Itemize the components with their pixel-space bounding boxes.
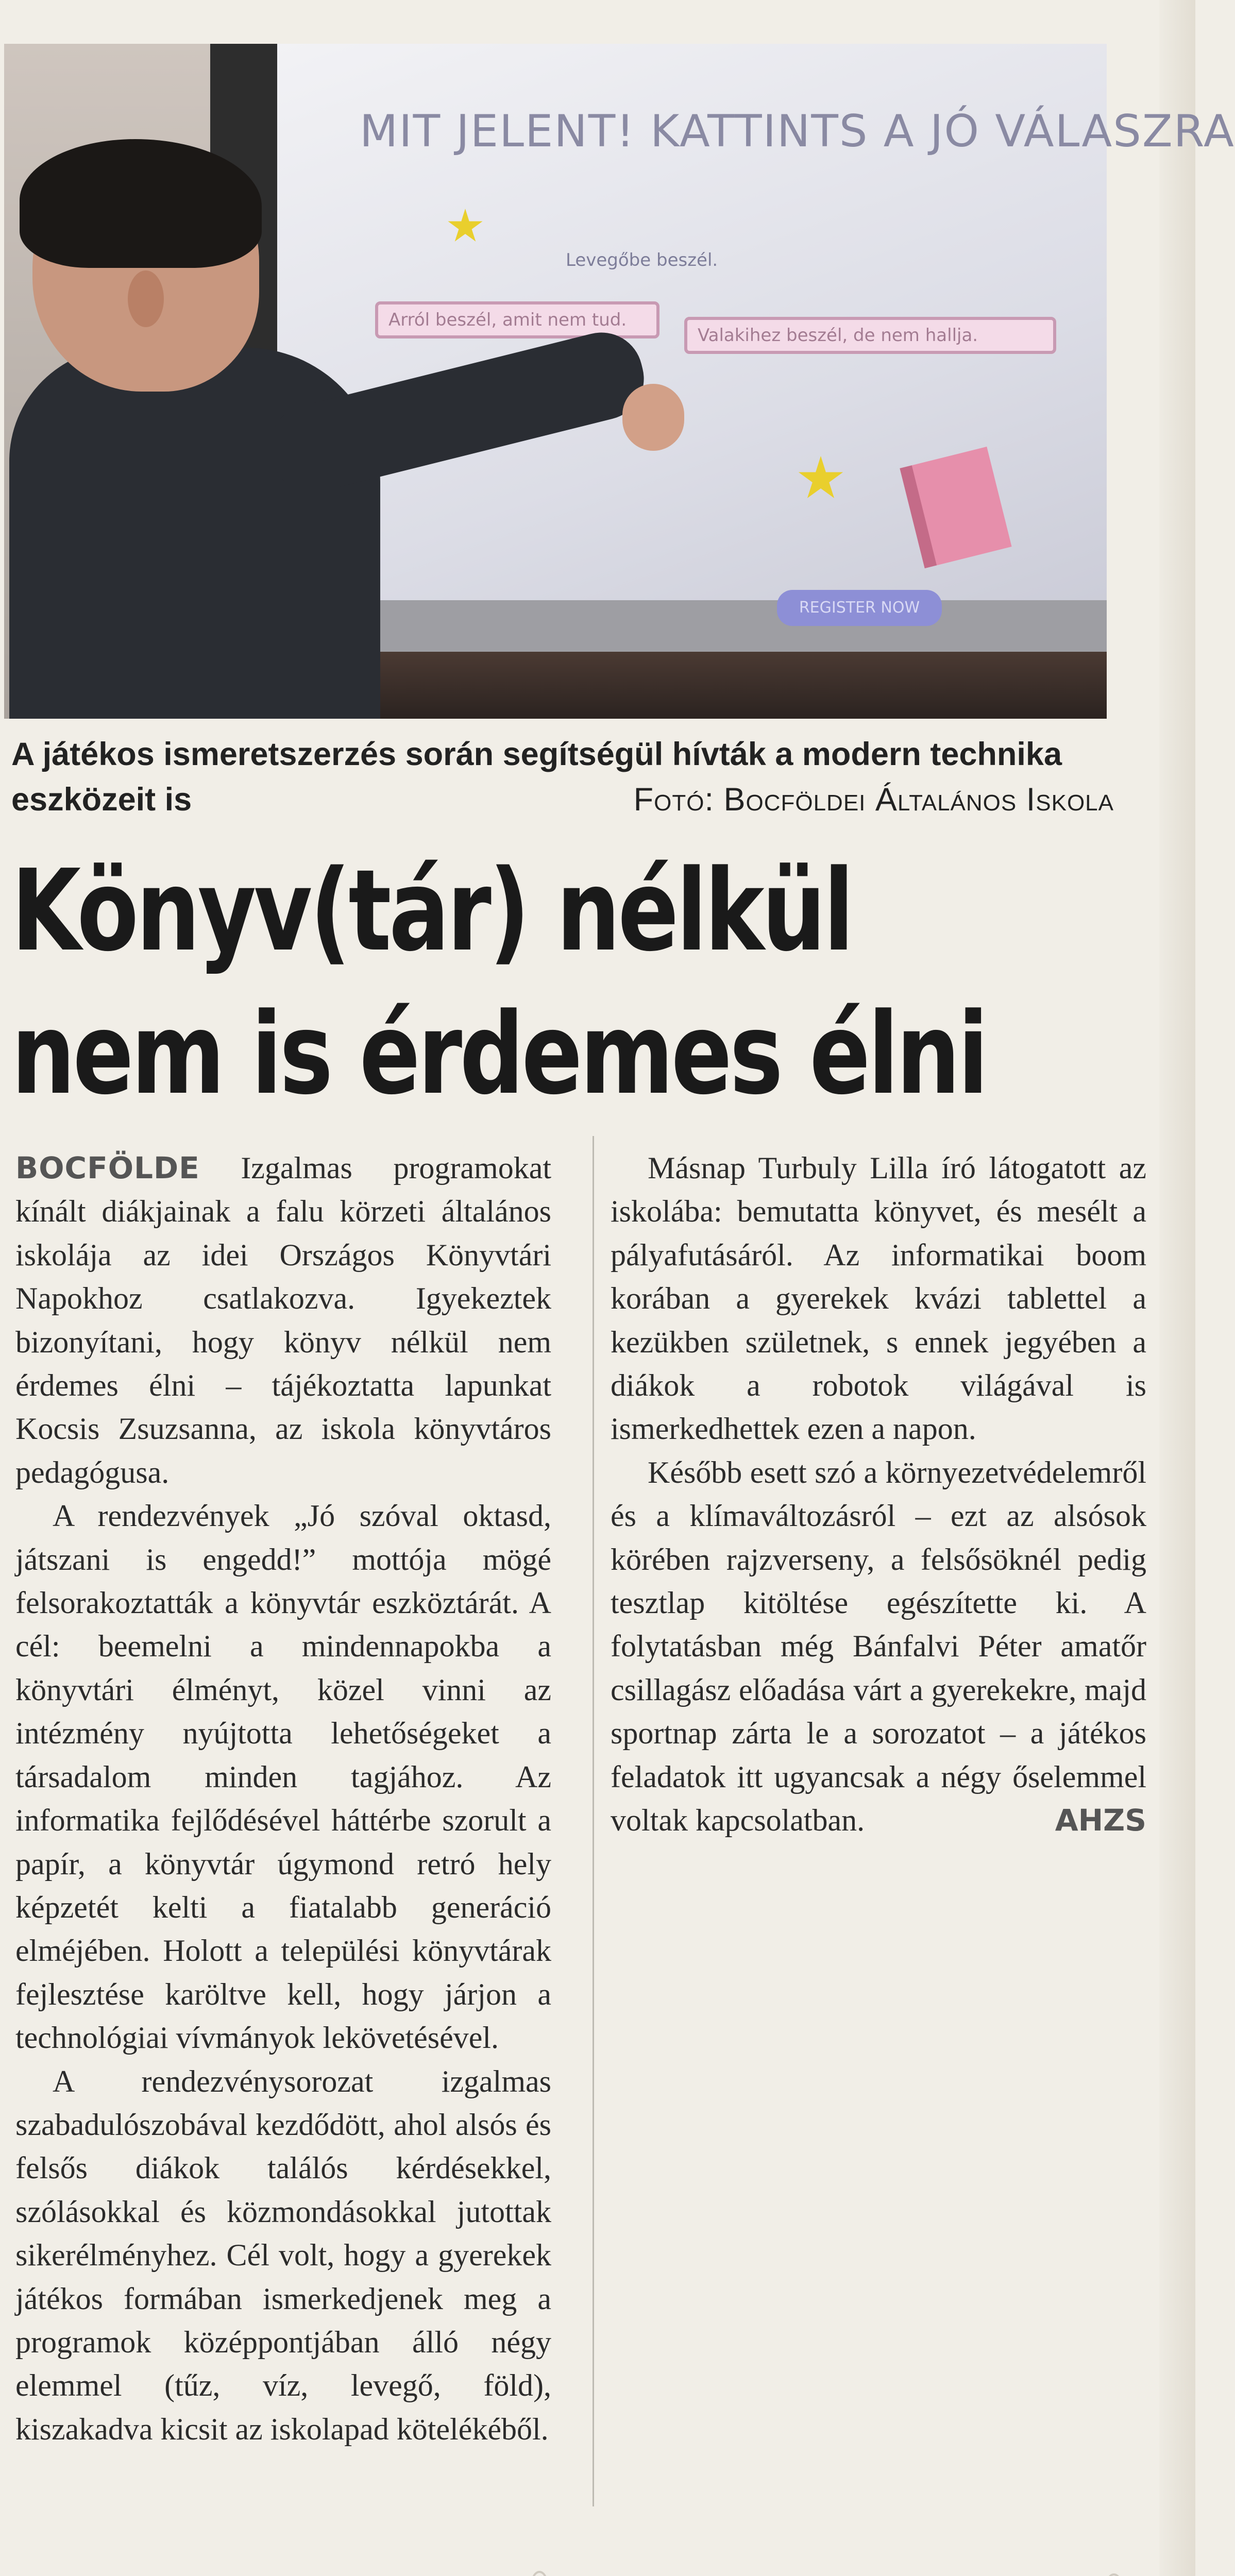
paper-edge <box>1159 0 1195 2576</box>
boy-hand <box>622 384 684 451</box>
photo-credit: Fotó: Bocföldei Általános Iskola <box>633 782 1114 818</box>
article-paragraph <box>15 1146 551 1494</box>
headline-line: Könyv(tár) nélkül <box>11 846 852 976</box>
article-column-right <box>611 1146 1146 1842</box>
headline <box>11 840 986 1126</box>
whiteboard-tray <box>313 600 1107 657</box>
headline-line: nem is érdemes élni <box>11 989 986 1120</box>
whiteboard-title: MIT JELENT! KATTINTS A JÓ VÁLASZRA <box>360 106 1235 157</box>
boy-ear <box>128 270 164 327</box>
column-rule <box>593 1136 594 2506</box>
article-paragraph: A rendezvények „Jó szóval oktasd, játszani is engedd!” mottója mögé felsorakoztatták a könyvtár eszköztárát. A cél: beemelni a mindennapokba a könyvtári élményt, közel vinni az intézmény nyújtotta lehetőségeket a társadalom minden tagjához. Az informatika fejlődésével háttérbe szorult a papír, a könyvtár úgymond retró hely képzetét kelti a fiatalabb generáció elméjében. Holott a települési könyvtárak fejlesztése karöltve kell, hogy járjon a technológiai vívmányok lekövetésével. <box>15 1499 551 2055</box>
article-paragraph: Másnap Turbuly Lilla író látogatott az iskolába: bemutatta könyvet, és mesélt a pályafutásáról. Az informatikai boom korában a gyerekek kvázi tablettel a kezükben születnek, s ennek jegyében a diákok a robotok világával is ismerkedhettek ezen a napon. <box>611 1151 1146 1446</box>
article-paragraph: A rendezvénysorozat izgalmas szabadulószobával kezdődött, ahol alsós és felsős diákok találós kérdésekkel, szólásokkal és közmondásokkal jutottak sikerélményhez. Cél volt, hogy a gyerekek játékos formában ismerkedjenek meg a programok középpontjában álló négy elemmel (tűz, víz, levegő, föld), kiszakadva kicsit az iskolapad kötelékéből. <box>15 2064 551 2446</box>
paragraph-text: Később esett szó a környezetvédelemről és a klímaváltozásról – ezt az alsósok körében rajzverseny, a felsősöknél pedig tesztlap kitöltése egészítette ki. A folytatásban még Bánfalvi Péter amatőr csillagász előadása várt a gyerekekre, majd sportnap zárta le a sorozatot – a játékos feladatok itt ugyancsak a négy őselemmel voltak kapcsolatban. <box>611 1455 1146 1838</box>
whiteboard-option: Arról beszél, amit nem tud. <box>375 301 659 338</box>
paper-mark <box>531 2571 548 2576</box>
article-column-left <box>15 1146 551 2451</box>
caption-text: A játékos ismeretszerzés során segítségül hívták a modern technika eszközeit is <box>11 736 1062 818</box>
photo-caption <box>11 732 1114 822</box>
article-paragraph <box>611 1451 1146 1842</box>
whiteboard-option: Valakihez beszél, de nem hallja. <box>684 317 1056 354</box>
byline: AHZS <box>1055 1803 1146 1838</box>
dateline: BOCFÖLDE <box>15 1150 200 1185</box>
article-photo <box>4 44 1235 719</box>
whiteboard-prompt: Levegőbe beszél. <box>566 250 718 270</box>
whiteboard-button: REGISTER NOW <box>777 590 942 626</box>
paper-mark <box>1105 2573 1123 2576</box>
paragraph-text: Izgalmas programokat kínált diákjainak a falu körzeti általános iskolája az idei Országos Könyvtári Napokhoz csatlakozva. Igyekeztek bizonyítani, hogy könyv nélkül nem érdemes élni – tájékoztatta lapunkat Kocsis Zsuzsanna, az iskola könyvtáros pedagógusa. <box>15 1151 552 1489</box>
